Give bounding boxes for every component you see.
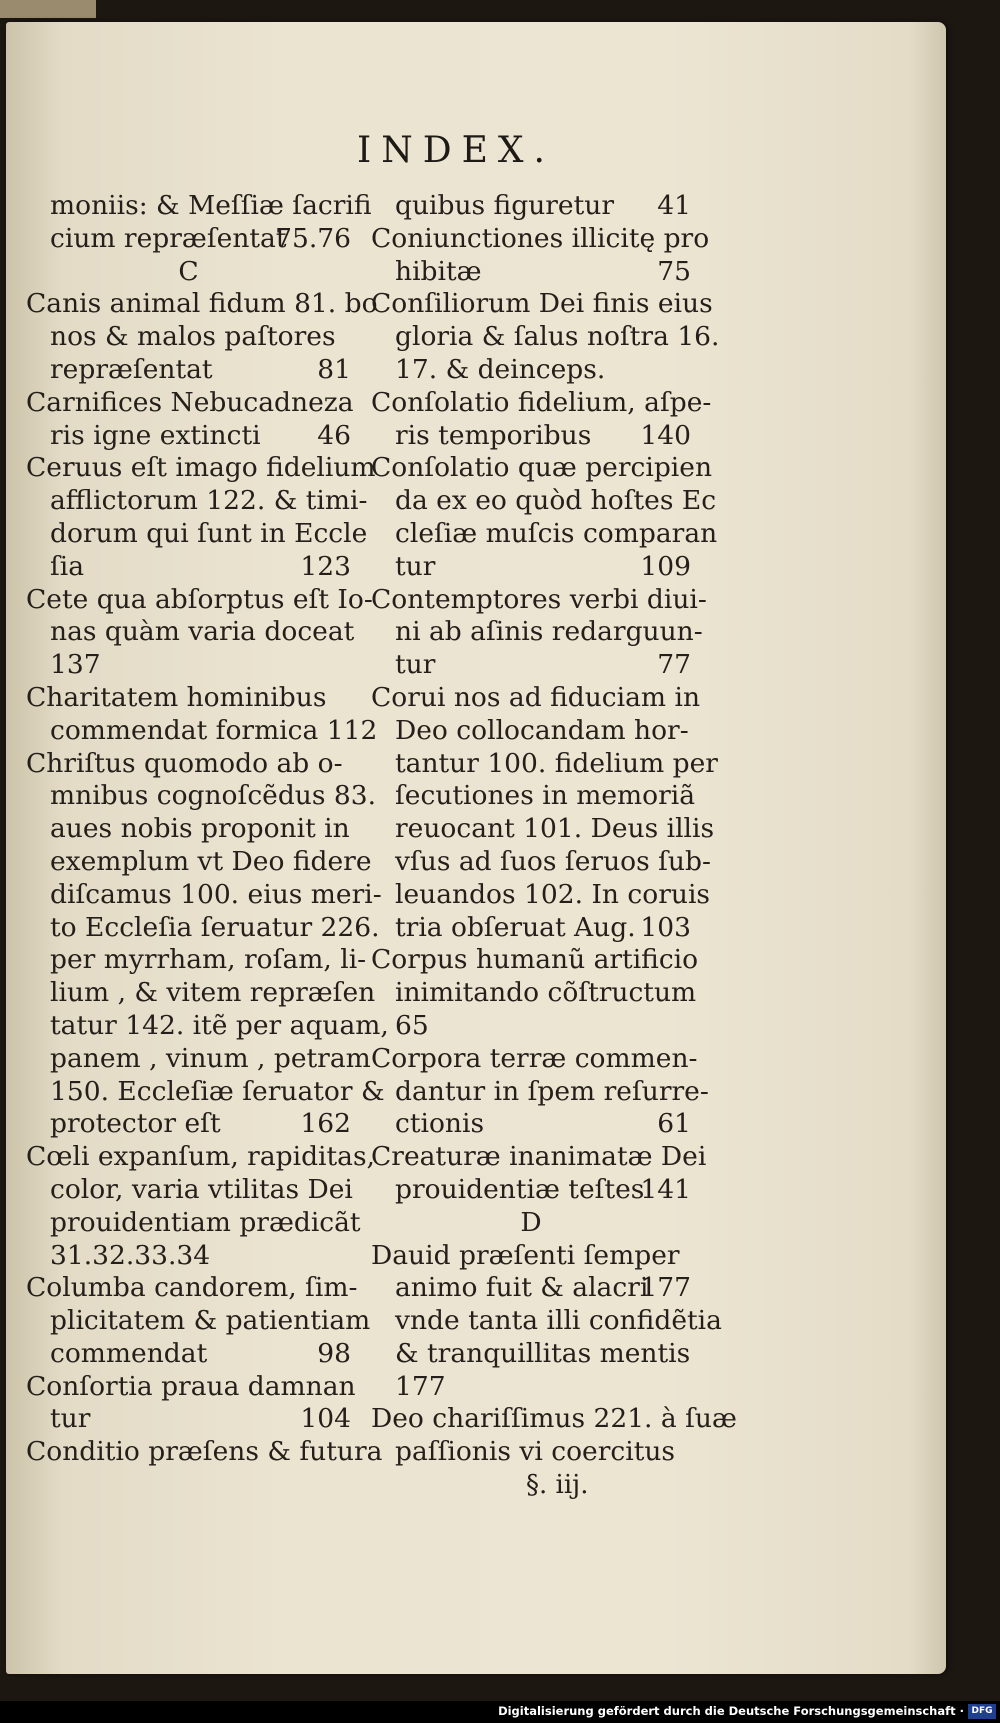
- index-line-text: Charitatem hominibus: [26, 681, 327, 713]
- index-line: [26, 813, 351, 846]
- index-line: [371, 485, 717, 518]
- index-line: [26, 354, 351, 387]
- index-line: [26, 1206, 361, 1240]
- digitization-footer: [0, 1701, 1000, 1723]
- index-line: [371, 1371, 691, 1404]
- index-line-text: cleſiæ muſcis comparan: [395, 517, 718, 549]
- index-line-text: 177: [395, 1370, 446, 1402]
- index-line: [371, 912, 691, 945]
- index-line: [26, 682, 351, 715]
- index-line-text: Corpora terræ commen-: [371, 1042, 698, 1074]
- index-line-text: dorum qui ſunt in Eccle: [50, 517, 368, 549]
- index-line-text: color, varia vtilitas Dei: [50, 1173, 353, 1205]
- index-line-text: tantur 100. fidelium per: [395, 747, 718, 779]
- page-reference: 81: [317, 353, 351, 385]
- index-line-text: nos & malos paſtores: [50, 321, 336, 353]
- index-line-text: Ceruus eſt imago fidelium: [26, 452, 376, 484]
- index-line: [26, 223, 351, 256]
- index-line-text: prouidentiæ teſtes: [395, 1173, 645, 1205]
- page-reference: 104: [300, 1403, 351, 1435]
- index-line: [371, 845, 711, 879]
- index-line-text: Canis animal fidum 81. bo: [26, 288, 378, 320]
- index-line: [371, 780, 696, 813]
- index-line: [371, 190, 691, 223]
- index-line-text: afflictorum 122. & timi-: [50, 485, 368, 517]
- index-line-text: 150. Eccleſiæ ſeruator &: [50, 1075, 385, 1107]
- index-line-text: Conſortia praua damnan: [26, 1370, 356, 1402]
- index-line-text: aues nobis proponit in: [50, 813, 350, 845]
- index-line-text: to Eccleſia ſeruatur 226.: [50, 911, 380, 943]
- index-line: [371, 1436, 691, 1469]
- index-line: [371, 649, 691, 682]
- index-line: [371, 681, 701, 715]
- index-line: [371, 354, 691, 387]
- index-line: [371, 616, 703, 649]
- index-line: [371, 1010, 691, 1043]
- index-line: [26, 1108, 351, 1141]
- index-line-text: panem , vinum , petram: [50, 1042, 371, 1074]
- index-line: [26, 551, 351, 584]
- index-line-text: per myrrham, roſam, li-: [50, 944, 367, 976]
- index-line-text: prouidentiam prædicãt: [50, 1206, 361, 1238]
- index-line-text: Conditio præſens & futura: [26, 1436, 383, 1468]
- page-reference: 77: [657, 649, 691, 681]
- index-line-text: nas quàm varia doceat: [50, 616, 355, 648]
- index-line: [371, 583, 707, 617]
- index-line-text: Deo chariſſimus 221. à ſuæ: [371, 1403, 737, 1435]
- page-reference: 41: [657, 190, 691, 221]
- index-section-letter: [26, 256, 351, 289]
- index-line-text: plicitatem & patientiam: [50, 1305, 371, 1337]
- index-line: [26, 1009, 389, 1043]
- index-line: [371, 551, 691, 584]
- page-reference: 103: [640, 911, 691, 943]
- index-line: [26, 649, 351, 682]
- index-line-text: & tranquillitas mentis: [395, 1337, 691, 1369]
- index-line: [371, 386, 712, 420]
- index-line-text: repræſentat: [50, 353, 213, 385]
- index-line-text: hibitæ: [395, 255, 482, 287]
- index-section-letter: [371, 1207, 691, 1240]
- index-line: [26, 878, 382, 912]
- index-line-text: protector eſt: [50, 1108, 221, 1140]
- index-line-text: Carnifices Nebucadneza: [26, 386, 354, 418]
- page-reference: 46: [317, 419, 351, 451]
- index-line-text: cium repræſentat: [50, 222, 287, 254]
- page-reference: 75: [657, 255, 691, 287]
- index-line-text: 65: [395, 1009, 429, 1041]
- index-line-text: ris igne extincti: [50, 419, 261, 451]
- index-line: [371, 1272, 691, 1305]
- index-line: [26, 321, 351, 354]
- index-line: [371, 977, 697, 1010]
- index-line-text: Creaturæ inanimatæ Dei: [371, 1141, 707, 1173]
- index-line-text: ris temporibus: [395, 419, 592, 451]
- index-line-text: moniis: & Meſſiæ ſacrifi: [50, 190, 372, 221]
- index-line: [26, 190, 372, 223]
- index-line-text: Dauid præſenti ſemper: [371, 1239, 680, 1271]
- index-line-text: tur: [50, 1403, 91, 1435]
- index-line-text: vſus ad ſuos ſeruos ſub-: [395, 845, 711, 877]
- index-line-text: Cœli expanſum, rapiditas,: [26, 1141, 375, 1173]
- index-line-text: ſia: [50, 550, 85, 582]
- index-line: [26, 583, 373, 617]
- index-line: [26, 517, 368, 551]
- index-line: [26, 616, 355, 649]
- index-line: [26, 1338, 351, 1371]
- index-line-text: exemplum vt Deo fidere: [50, 845, 372, 877]
- index-line-text: Corpus humanũ artificio: [371, 944, 699, 976]
- page-reference: 123: [300, 550, 351, 582]
- index-line-text: mnibus cognoſcẽdus 83.: [50, 780, 377, 812]
- dfg-logo: DFG: [968, 1704, 996, 1719]
- index-line: [371, 1174, 691, 1207]
- index-line: [26, 485, 368, 518]
- adjacent-page-edge: [0, 0, 96, 18]
- index-line-text: D: [520, 1206, 542, 1238]
- index-line-text: tatur 142. itẽ per aquam,: [50, 1009, 389, 1041]
- index-line: [371, 813, 715, 846]
- page-reference: 61: [657, 1108, 691, 1140]
- index-line-text: 137: [50, 649, 101, 681]
- index-line-text: commendat formica 112: [50, 714, 378, 746]
- footer-credit: Digitalisierung gefördert durch die Deutsche Forschungsgemeinschaft ·: [498, 1704, 964, 1718]
- index-line: [26, 944, 367, 977]
- index-line: [26, 1305, 371, 1338]
- index-line-text: Deo collocandam hor-: [395, 714, 689, 746]
- index-line: [26, 1174, 351, 1207]
- index-line-text: ſecutiones in memoriã: [395, 780, 696, 812]
- index-line-text: quibus figuretur: [395, 190, 615, 221]
- index-line-text: paſſionis vi coercitus: [395, 1436, 676, 1468]
- index-line-text: Conſiliorum Dei finis eius: [371, 288, 713, 320]
- index-line: [371, 747, 718, 781]
- index-line-text: Conſolatio fidelium, aſpe-: [371, 386, 712, 418]
- index-line: [371, 288, 713, 321]
- index-line-text: inimitando cõſtructum: [395, 977, 697, 1009]
- index-line-text: animo fuit & alacri: [395, 1272, 649, 1304]
- index-line: [371, 944, 699, 977]
- page-reference: 162: [300, 1108, 351, 1140]
- page-reference: 177: [640, 1272, 691, 1304]
- index-line-text: ni ab aſinis redarguun-: [395, 616, 703, 648]
- index-column-left: [26, 190, 389, 1469]
- index-line: [26, 1240, 351, 1273]
- index-line-text: Coniunctiones illicitę pro: [371, 222, 710, 254]
- index-line-text: da ex eo quòd hoſtes Ec: [395, 485, 717, 517]
- index-line: [371, 420, 691, 453]
- index-column-right: [371, 190, 737, 1469]
- index-line: [26, 420, 351, 453]
- index-line: [26, 1370, 356, 1404]
- index-line-text: 17. & deinceps.: [395, 353, 606, 385]
- index-line-text: 31.32.33.34: [50, 1239, 211, 1271]
- index-line: [371, 222, 710, 256]
- index-line: [26, 1436, 383, 1469]
- index-line-text: Corui nos ad fiduciam in: [371, 681, 701, 713]
- index-line: [371, 256, 691, 289]
- index-line-text: tur: [395, 649, 436, 681]
- index-line-text: Chriſtus quomodo ab o-: [26, 747, 343, 779]
- index-line: [26, 780, 377, 813]
- index-line: [371, 1075, 709, 1109]
- index-line-text: tria obſeruat Aug.: [395, 911, 636, 943]
- index-line-text: vnde tanta illi confidẽtia: [395, 1305, 722, 1337]
- book-page: [6, 22, 946, 1674]
- index-line-text: reuocant 101. Deus illis: [395, 813, 715, 845]
- index-line: [371, 715, 691, 748]
- index-line: [371, 1338, 691, 1371]
- index-line-text: dantur in ſpem reſurre-: [395, 1075, 709, 1107]
- index-line: [26, 288, 378, 321]
- index-line: [26, 748, 351, 781]
- index-line-text: Conſolatio quæ percipien: [371, 452, 713, 484]
- index-line: [371, 517, 718, 551]
- index-line: [371, 1403, 737, 1436]
- index-line-text: commendat: [50, 1337, 208, 1369]
- index-line-text: diſcamus 100. eius meri-: [50, 878, 382, 910]
- index-line-text: tur: [395, 550, 436, 582]
- index-line: [26, 1403, 351, 1436]
- page-reference: 109: [640, 550, 691, 582]
- index-line: [26, 845, 372, 879]
- index-line: [371, 878, 711, 912]
- index-line: [26, 977, 376, 1010]
- index-line: [26, 1272, 358, 1305]
- index-line: [371, 1240, 691, 1273]
- running-head: INDEX.: [357, 130, 555, 171]
- index-line: [26, 452, 376, 485]
- index-line: [371, 1305, 722, 1338]
- index-line: [26, 714, 378, 748]
- index-line: [26, 1075, 385, 1109]
- index-line: [26, 911, 380, 945]
- index-line: [26, 1042, 371, 1076]
- index-line-text: C: [178, 255, 199, 287]
- index-line-text: Contemptores verbi diui-: [371, 583, 707, 615]
- index-line-text: ctionis: [395, 1108, 485, 1140]
- index-line: [371, 1141, 707, 1174]
- index-line-text: lium , & vitem repræſen: [50, 977, 376, 1009]
- index-line: [371, 1108, 691, 1141]
- index-line-text: gloria & ſalus noſtra 16.: [395, 321, 720, 353]
- index-line-text: leuandos 102. In coruis: [395, 878, 711, 910]
- index-line: [371, 452, 713, 485]
- index-line: [26, 386, 354, 420]
- index-line-text: Columba candorem, ſim-: [26, 1272, 358, 1304]
- page-reference: 140: [640, 419, 691, 451]
- index-line-text: Cete qua abſorptus eſt Io-: [26, 583, 373, 615]
- index-line: [371, 321, 720, 354]
- index-line: [371, 1042, 698, 1076]
- page-reference: 98: [317, 1337, 351, 1369]
- page-reference: 141: [640, 1173, 691, 1205]
- signature-mark: §. iij.: [526, 1470, 589, 1500]
- page-reference: 75.76: [275, 222, 351, 254]
- index-line: [26, 1141, 375, 1174]
